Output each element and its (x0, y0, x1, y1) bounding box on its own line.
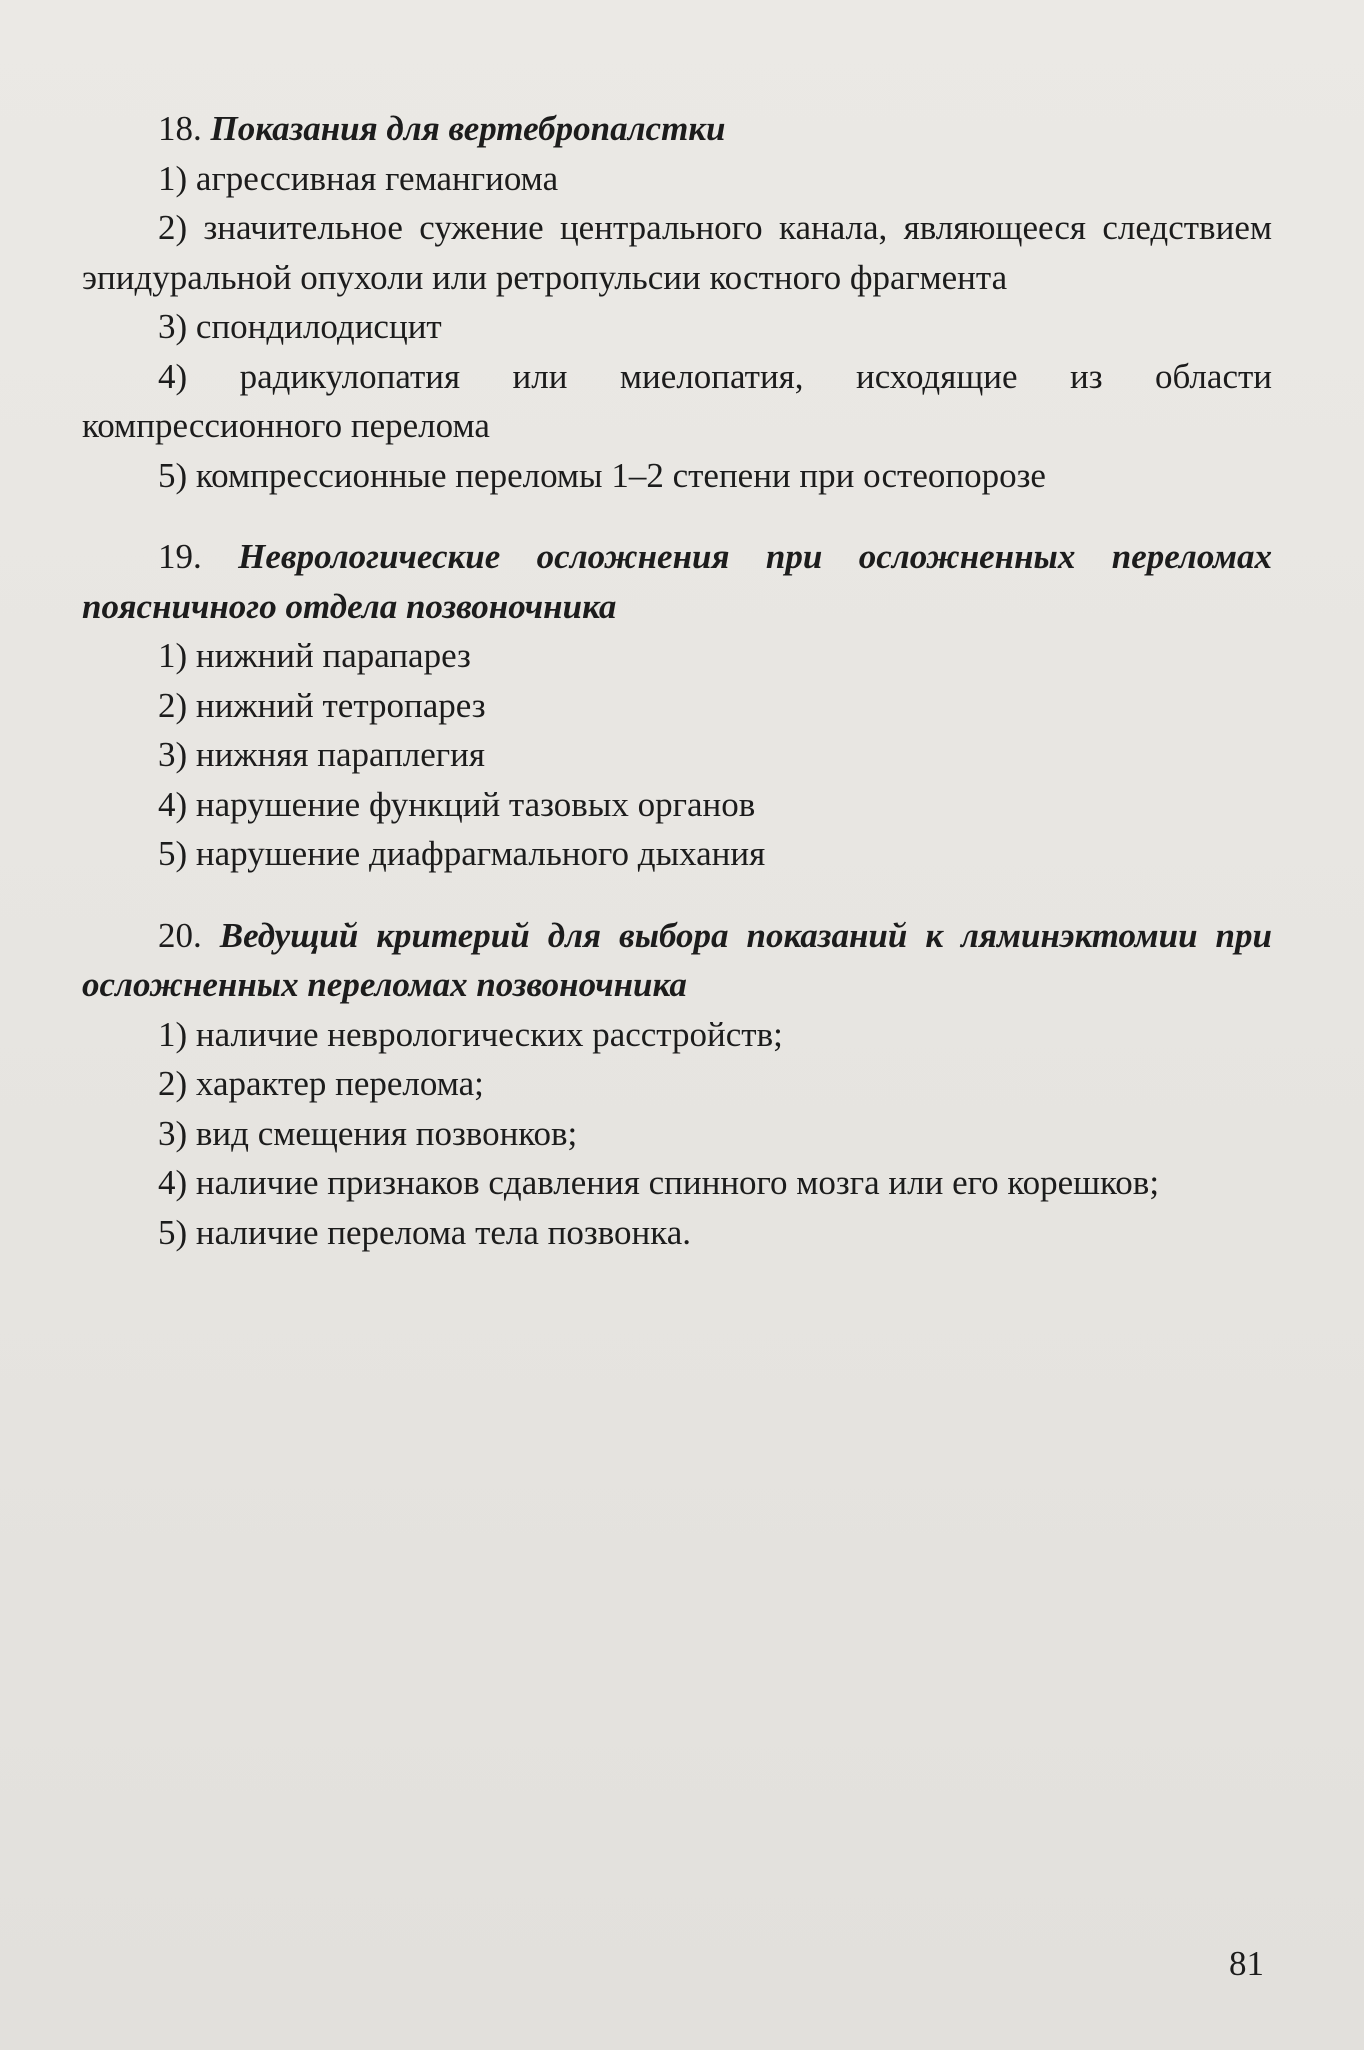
question-19 (82, 532, 1272, 879)
question-title-text: Ведущий критерий для выбора показаний к ляминэктомии при осложненных переломах позвоночника (82, 915, 1272, 1004)
question-number: 20. (158, 915, 202, 955)
answer-option: 1) наличие неврологических расстройств; (158, 1014, 783, 1054)
answer-option: 1) нижний парапарез (158, 636, 471, 675)
question-number: 18. (158, 109, 202, 148)
answer-option: 5) наличие перелома тела позвонка. (158, 1212, 691, 1252)
answer-option: 5) нарушение диафрагмального дыхания (158, 834, 766, 873)
page-number: 81 (1229, 1944, 1264, 1983)
answer-option: 3) нижняя параплегия (158, 735, 485, 774)
answer-option: 5) компрессионные переломы 1–2 степени при остеопорозе (158, 455, 1046, 495)
question-title-text: Показания для вертебропалстки (210, 109, 726, 148)
question-title (82, 911, 1272, 1010)
answer-option: 2) нижний тетропарез (158, 685, 486, 725)
answer-option: 2) характер перелома; (158, 1064, 484, 1103)
answer-option: 4) нарушение функций тазовых органов (158, 784, 756, 824)
answer-option: 3) спондилодисцит (158, 307, 442, 346)
page-content (82, 104, 1272, 1289)
question-title (82, 532, 1272, 631)
question-20 (82, 911, 1272, 1258)
question-title-text: Неврологические осложнения при осложненных переломах поясничного отдела позвоночника (82, 537, 1273, 626)
answer-option: 3) вид смещения позвонков; (158, 1113, 578, 1153)
answer-option: 4) радикулопатия или миелопатия, исходящие из области компрессионного перелома (82, 356, 1272, 445)
question-title (82, 104, 1272, 154)
question-number: 19. (158, 537, 202, 576)
answer-option: 4) наличие признаков сдавления спинного мозга или его корешков; (158, 1163, 1160, 1202)
question-18 (82, 104, 1272, 500)
answer-option: 2) значительное сужение центрального канала, являющееся следствием эпидуральной опухоли или ретропульсии костного фрагмента (82, 208, 1272, 297)
answer-option: 1) агрессивная гемангиома (158, 158, 559, 198)
